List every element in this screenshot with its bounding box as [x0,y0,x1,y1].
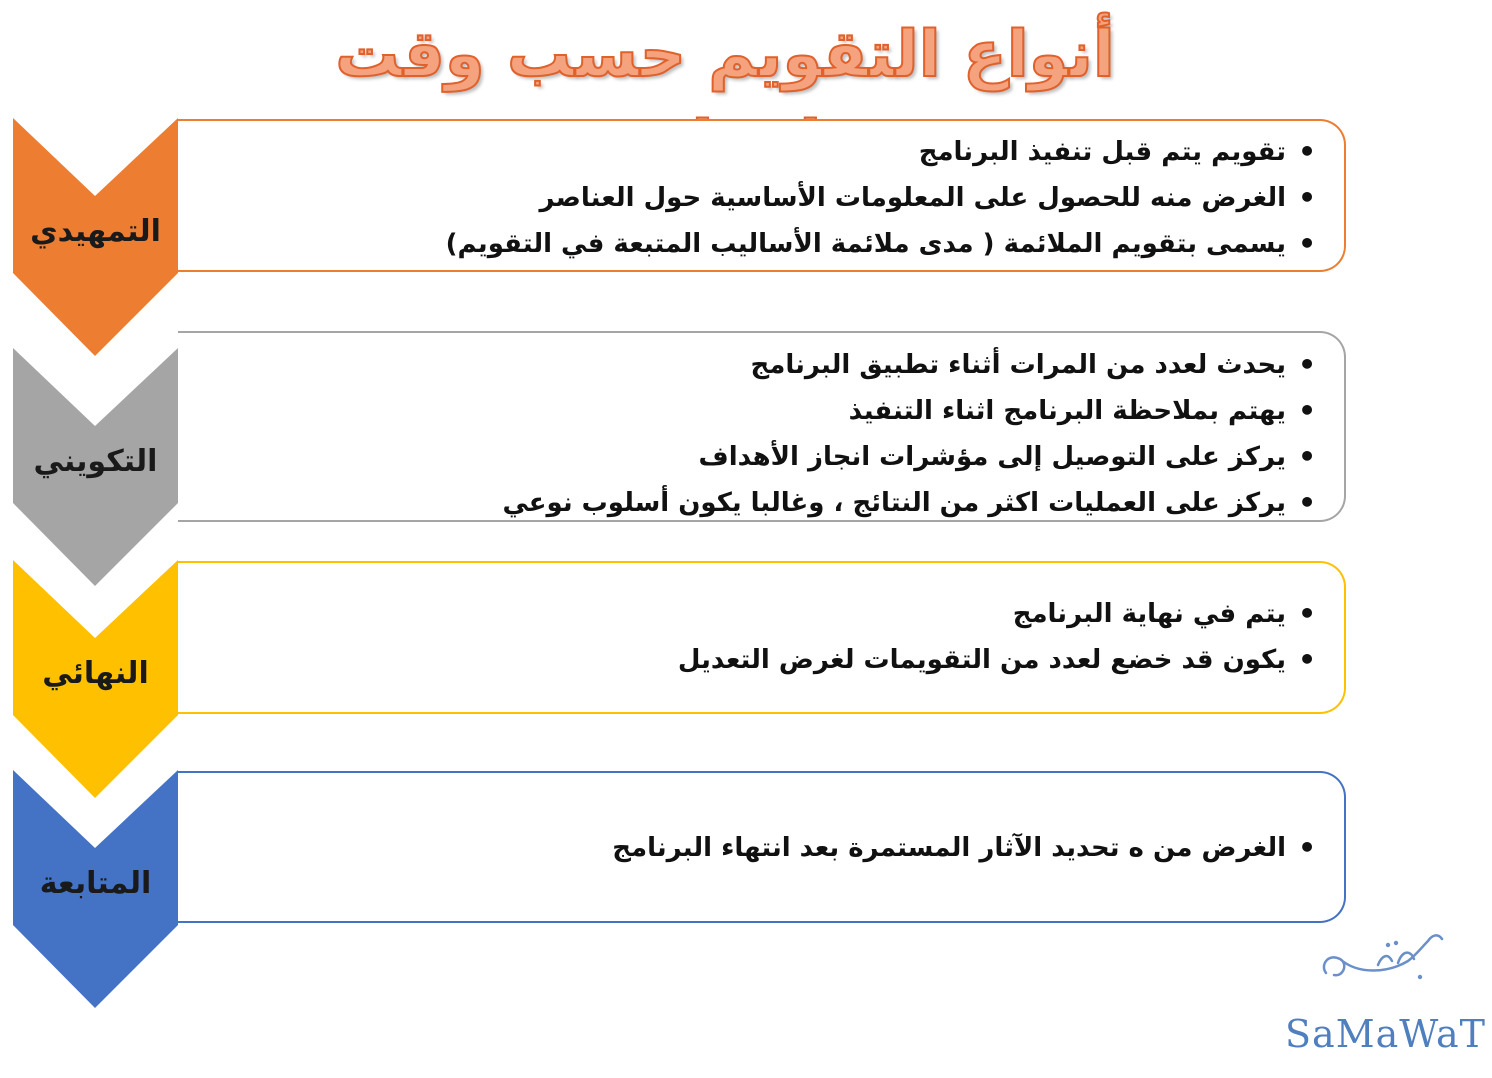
list-item: • يكون قد خضع لعدد من التقويمات لغرض التعديل [178,637,1316,683]
list-item: • يتم في نهاية البرنامج [178,591,1316,637]
list-item: • يركز على التوصيل إلى مؤشرات انجاز الأهداف [178,434,1316,480]
stage-box-2 [178,331,1346,522]
brand-latin: SaMaWaT [1285,1012,1487,1056]
list-item: • يهتم بملاحظة البرنامج اثناء التنفيذ [178,388,1316,434]
stage-label: التمهيدي [30,214,161,249]
brand-signature-logo [1318,925,1448,995]
chevron-stage-1 [13,118,178,358]
list-item: • يسمى بتقويم الملائمة ( مدى ملائمة الأساليب المتبعة في التقويم) [178,221,1316,267]
list-item: • الغرض منه للحصول على المعلومات الأساسية حول العناصر [178,175,1316,221]
diagram-title: أنواع التقويم حسب وقت [335,18,1115,92]
stage-label: النهائي [42,656,149,691]
stage-box-4 [178,771,1346,923]
list-item: • تقويم يتم قبل تنفيذ البرنامج [178,129,1316,175]
list-item: • يركز على العمليات اكثر من النتائج ، وغالبا يكون أسلوب نوعي [178,480,1316,526]
stage-label: التكويني [33,444,158,479]
list-item: • الغرض من ه تحديد الآثار المستمرة بعد انتهاء البرنامج [178,825,1316,871]
stage-box-3 [178,561,1346,714]
list-item: • يحدث لعدد من المرات أثناء تطبيق البرنامج [178,342,1316,388]
chevron-stage-3 [13,560,178,800]
stage-box-1 [178,119,1346,272]
stage-label: المتابعة [39,866,152,901]
chevron-stage-2 [13,348,178,588]
chevron-stage-4 [13,770,178,1010]
